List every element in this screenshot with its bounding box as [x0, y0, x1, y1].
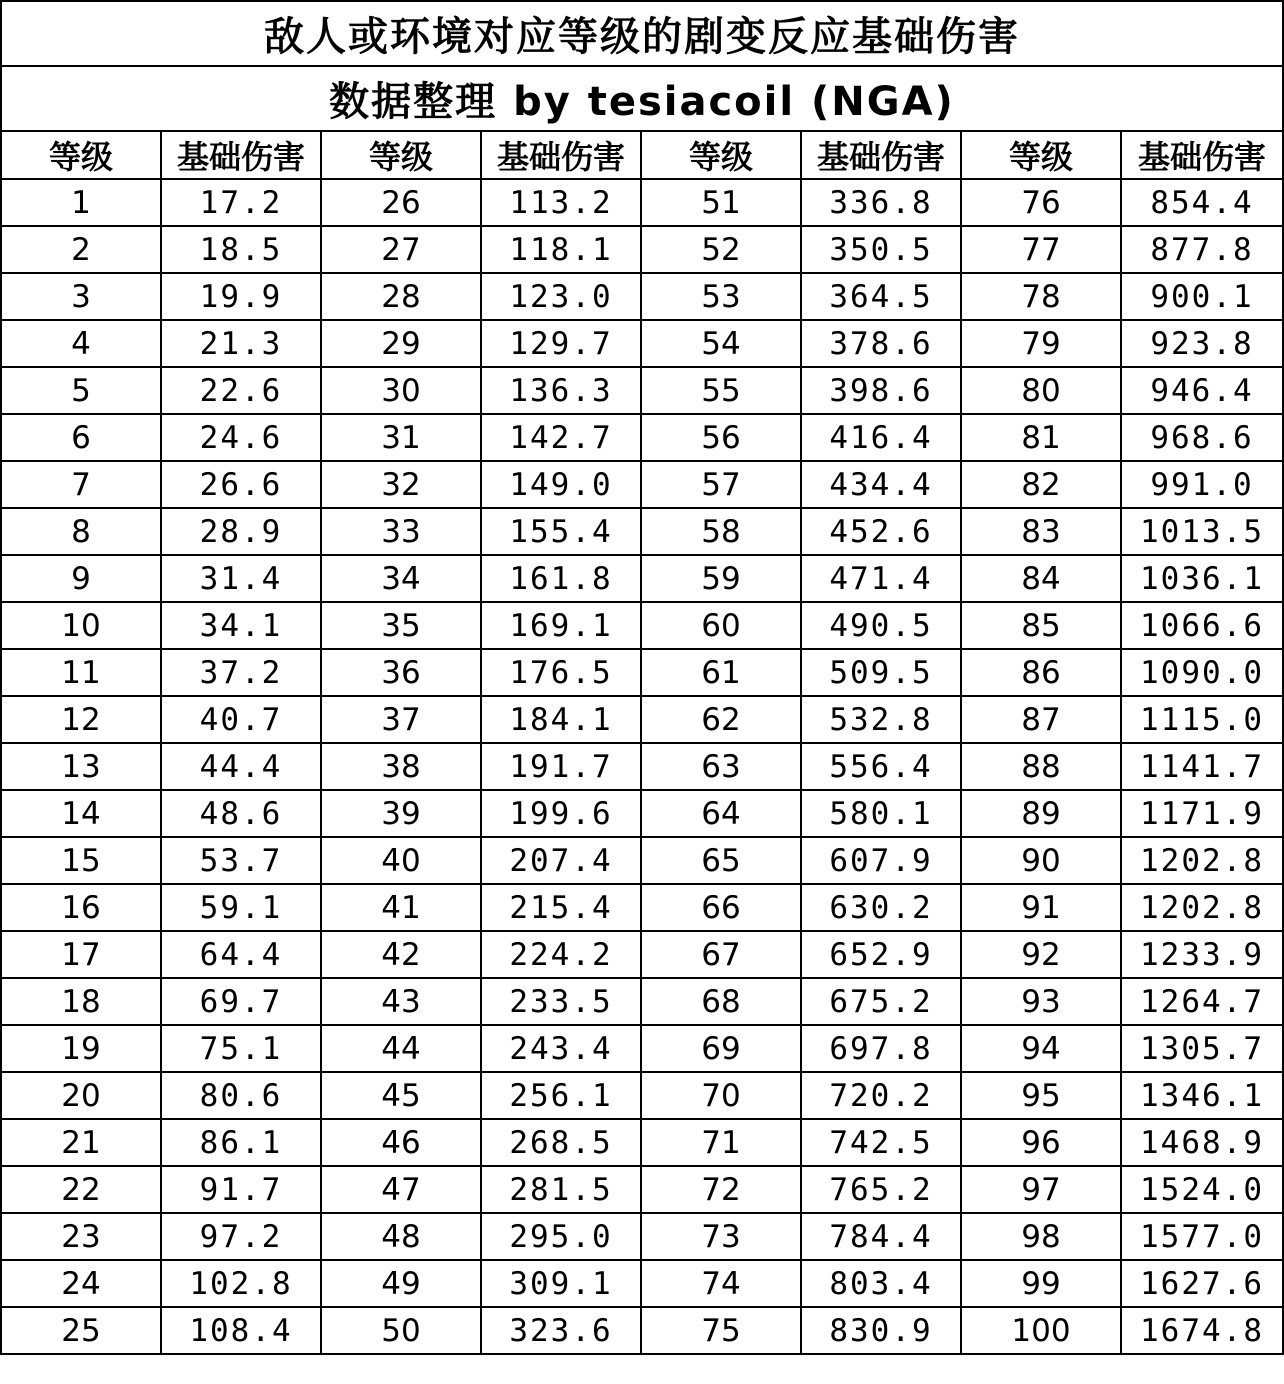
level-cell: 5 — [1, 367, 161, 414]
level-cell: 30 — [321, 367, 481, 414]
base-damage-cell: 1305.7 — [1121, 1025, 1283, 1072]
base-damage-cell: 336.8 — [801, 179, 961, 226]
level-cell: 75 — [641, 1307, 801, 1354]
base-damage-cell: 1141.7 — [1121, 743, 1283, 790]
table-row — [1, 978, 1283, 1025]
base-damage-cell: 136.3 — [481, 367, 641, 414]
header-level: 等级 — [641, 131, 801, 179]
level-cell: 6 — [1, 414, 161, 461]
base-damage-cell: 1627.6 — [1121, 1260, 1283, 1307]
table-row — [1, 1213, 1283, 1260]
level-cell: 92 — [961, 931, 1121, 978]
level-cell: 50 — [321, 1307, 481, 1354]
base-damage-cell: 22.6 — [161, 367, 321, 414]
level-cell: 34 — [321, 555, 481, 602]
level-cell: 35 — [321, 602, 481, 649]
level-cell: 15 — [1, 837, 161, 884]
base-damage-cell: 59.1 — [161, 884, 321, 931]
level-cell: 56 — [641, 414, 801, 461]
base-damage-cell: 350.5 — [801, 226, 961, 273]
base-damage-cell: 923.8 — [1121, 320, 1283, 367]
base-damage-cell: 118.1 — [481, 226, 641, 273]
base-damage-cell: 176.5 — [481, 649, 641, 696]
table-row — [1, 555, 1283, 602]
base-damage-cell: 69.7 — [161, 978, 321, 1025]
table-row — [1, 1307, 1283, 1354]
base-damage-cell: 80.6 — [161, 1072, 321, 1119]
level-cell: 18 — [1, 978, 161, 1025]
table-row — [1, 696, 1283, 743]
base-damage-cell: 34.1 — [161, 602, 321, 649]
base-damage-cell: 64.4 — [161, 931, 321, 978]
level-cell: 64 — [641, 790, 801, 837]
level-cell: 27 — [321, 226, 481, 273]
level-cell: 77 — [961, 226, 1121, 273]
base-damage-cell: 31.4 — [161, 555, 321, 602]
level-cell: 17 — [1, 931, 161, 978]
level-cell: 20 — [1, 1072, 161, 1119]
level-cell: 14 — [1, 790, 161, 837]
level-cell: 78 — [961, 273, 1121, 320]
base-damage-cell: 243.4 — [481, 1025, 641, 1072]
base-damage-cell: 1066.6 — [1121, 602, 1283, 649]
base-damage-cell: 199.6 — [481, 790, 641, 837]
base-damage-cell: 37.2 — [161, 649, 321, 696]
level-cell: 54 — [641, 320, 801, 367]
base-damage-cell: 281.5 — [481, 1166, 641, 1213]
base-damage-cell: 169.1 — [481, 602, 641, 649]
base-damage-cell: 48.6 — [161, 790, 321, 837]
base-damage-cell: 233.5 — [481, 978, 641, 1025]
base-damage-cell: 991.0 — [1121, 461, 1283, 508]
level-cell: 7 — [1, 461, 161, 508]
level-cell: 9 — [1, 555, 161, 602]
base-damage-cell: 40.7 — [161, 696, 321, 743]
level-cell: 12 — [1, 696, 161, 743]
table-title: 敌人或环境对应等级的剧变反应基础伤害 — [1, 1, 1283, 66]
level-cell: 10 — [1, 602, 161, 649]
level-cell: 44 — [321, 1025, 481, 1072]
table-row — [1, 931, 1283, 978]
level-cell: 23 — [1, 1213, 161, 1260]
base-damage-cell: 28.9 — [161, 508, 321, 555]
level-cell: 40 — [321, 837, 481, 884]
level-cell: 4 — [1, 320, 161, 367]
base-damage-cell: 1524.0 — [1121, 1166, 1283, 1213]
level-cell: 95 — [961, 1072, 1121, 1119]
table-row — [1, 179, 1283, 226]
base-damage-cell: 18.5 — [161, 226, 321, 273]
table-row — [1, 602, 1283, 649]
base-damage-cell: 86.1 — [161, 1119, 321, 1166]
base-damage-cell: 215.4 — [481, 884, 641, 931]
base-damage-cell: 607.9 — [801, 837, 961, 884]
base-damage-cell: 968.6 — [1121, 414, 1283, 461]
base-damage-cell: 102.8 — [161, 1260, 321, 1307]
base-damage-cell: 434.4 — [801, 461, 961, 508]
base-damage-cell: 490.5 — [801, 602, 961, 649]
base-damage-cell: 224.2 — [481, 931, 641, 978]
level-cell: 3 — [1, 273, 161, 320]
header-base-damage: 基础伤害 — [481, 131, 641, 179]
level-cell: 51 — [641, 179, 801, 226]
base-damage-cell: 1346.1 — [1121, 1072, 1283, 1119]
table-row — [1, 1119, 1283, 1166]
level-cell: 11 — [1, 649, 161, 696]
level-cell: 22 — [1, 1166, 161, 1213]
table-row — [1, 273, 1283, 320]
table-row — [1, 884, 1283, 931]
level-cell: 90 — [961, 837, 1121, 884]
base-damage-cell: 1468.9 — [1121, 1119, 1283, 1166]
level-cell: 55 — [641, 367, 801, 414]
level-cell: 87 — [961, 696, 1121, 743]
base-damage-cell: 155.4 — [481, 508, 641, 555]
base-damage-cell: 309.1 — [481, 1260, 641, 1307]
level-cell: 82 — [961, 461, 1121, 508]
level-cell: 8 — [1, 508, 161, 555]
level-cell: 24 — [1, 1260, 161, 1307]
level-cell: 58 — [641, 508, 801, 555]
header-base-damage: 基础伤害 — [161, 131, 321, 179]
base-damage-cell: 471.4 — [801, 555, 961, 602]
level-cell: 71 — [641, 1119, 801, 1166]
table-row — [1, 1025, 1283, 1072]
base-damage-cell: 1674.8 — [1121, 1307, 1283, 1354]
header-row — [1, 131, 1283, 179]
table-row — [1, 508, 1283, 555]
base-damage-cell: 697.8 — [801, 1025, 961, 1072]
level-cell: 33 — [321, 508, 481, 555]
level-cell: 43 — [321, 978, 481, 1025]
level-cell: 72 — [641, 1166, 801, 1213]
base-damage-cell: 323.6 — [481, 1307, 641, 1354]
level-cell: 80 — [961, 367, 1121, 414]
base-damage-cell: 26.6 — [161, 461, 321, 508]
base-damage-cell: 21.3 — [161, 320, 321, 367]
base-damage-cell: 364.5 — [801, 273, 961, 320]
base-damage-cell: 675.2 — [801, 978, 961, 1025]
level-cell: 68 — [641, 978, 801, 1025]
base-damage-cell: 17.2 — [161, 179, 321, 226]
level-cell: 96 — [961, 1119, 1121, 1166]
base-damage-cell: 532.8 — [801, 696, 961, 743]
level-cell: 31 — [321, 414, 481, 461]
level-cell: 66 — [641, 884, 801, 931]
base-damage-cell: 765.2 — [801, 1166, 961, 1213]
level-cell: 67 — [641, 931, 801, 978]
table-row — [1, 743, 1283, 790]
base-damage-cell: 44.4 — [161, 743, 321, 790]
level-cell: 48 — [321, 1213, 481, 1260]
level-cell: 98 — [961, 1213, 1121, 1260]
level-cell: 99 — [961, 1260, 1121, 1307]
level-cell: 65 — [641, 837, 801, 884]
base-damage-cell: 580.1 — [801, 790, 961, 837]
base-damage-cell: 720.2 — [801, 1072, 961, 1119]
base-damage-cell: 1577.0 — [1121, 1213, 1283, 1260]
base-damage-cell: 24.6 — [161, 414, 321, 461]
base-damage-cell: 123.0 — [481, 273, 641, 320]
level-cell: 79 — [961, 320, 1121, 367]
table-row — [1, 461, 1283, 508]
level-cell: 85 — [961, 602, 1121, 649]
level-cell: 13 — [1, 743, 161, 790]
level-cell: 19 — [1, 1025, 161, 1072]
table-row — [1, 320, 1283, 367]
base-damage-cell: 129.7 — [481, 320, 641, 367]
level-cell: 76 — [961, 179, 1121, 226]
base-damage-cell: 854.4 — [1121, 179, 1283, 226]
base-damage-cell: 1171.9 — [1121, 790, 1283, 837]
table-row — [1, 367, 1283, 414]
level-cell: 70 — [641, 1072, 801, 1119]
base-damage-cell: 207.4 — [481, 837, 641, 884]
base-damage-cell: 630.2 — [801, 884, 961, 931]
base-damage-cell: 830.9 — [801, 1307, 961, 1354]
level-cell: 25 — [1, 1307, 161, 1354]
table-row — [1, 1072, 1283, 1119]
level-cell: 46 — [321, 1119, 481, 1166]
level-cell: 36 — [321, 649, 481, 696]
base-damage-cell: 556.4 — [801, 743, 961, 790]
level-cell: 41 — [321, 884, 481, 931]
table-subtitle: 数据整理 by tesiacoil (NGA) — [1, 66, 1283, 131]
level-cell: 88 — [961, 743, 1121, 790]
level-cell: 97 — [961, 1166, 1121, 1213]
base-damage-cell: 452.6 — [801, 508, 961, 555]
level-cell: 53 — [641, 273, 801, 320]
base-damage-cell: 946.4 — [1121, 367, 1283, 414]
base-damage-cell: 53.7 — [161, 837, 321, 884]
base-damage-cell: 378.6 — [801, 320, 961, 367]
level-cell: 32 — [321, 461, 481, 508]
level-cell: 45 — [321, 1072, 481, 1119]
level-cell: 81 — [961, 414, 1121, 461]
level-cell: 59 — [641, 555, 801, 602]
level-cell: 61 — [641, 649, 801, 696]
level-cell: 63 — [641, 743, 801, 790]
level-cell: 49 — [321, 1260, 481, 1307]
level-cell: 26 — [321, 179, 481, 226]
level-cell: 39 — [321, 790, 481, 837]
level-cell: 29 — [321, 320, 481, 367]
subtitle-row — [1, 66, 1283, 131]
table-row — [1, 414, 1283, 461]
table-row — [1, 1260, 1283, 1307]
base-damage-cell: 1264.7 — [1121, 978, 1283, 1025]
level-cell: 47 — [321, 1166, 481, 1213]
level-cell: 57 — [641, 461, 801, 508]
base-damage-cell: 19.9 — [161, 273, 321, 320]
level-cell: 89 — [961, 790, 1121, 837]
level-cell: 69 — [641, 1025, 801, 1072]
level-cell: 83 — [961, 508, 1121, 555]
level-cell: 42 — [321, 931, 481, 978]
base-damage-cell: 877.8 — [1121, 226, 1283, 273]
base-damage-cell: 295.0 — [481, 1213, 641, 1260]
base-damage-cell: 97.2 — [161, 1213, 321, 1260]
level-cell: 91 — [961, 884, 1121, 931]
base-damage-cell: 784.4 — [801, 1213, 961, 1260]
header-level: 等级 — [961, 131, 1121, 179]
base-damage-cell: 416.4 — [801, 414, 961, 461]
header-level: 等级 — [321, 131, 481, 179]
table-row — [1, 1166, 1283, 1213]
level-cell: 16 — [1, 884, 161, 931]
base-damage-cell: 1013.5 — [1121, 508, 1283, 555]
base-damage-cell: 1090.0 — [1121, 649, 1283, 696]
base-damage-cell: 509.5 — [801, 649, 961, 696]
base-damage-cell: 1202.8 — [1121, 837, 1283, 884]
base-damage-cell: 75.1 — [161, 1025, 321, 1072]
level-cell: 73 — [641, 1213, 801, 1260]
base-damage-cell: 1036.1 — [1121, 555, 1283, 602]
base-damage-cell: 742.5 — [801, 1119, 961, 1166]
base-damage-cell: 161.8 — [481, 555, 641, 602]
level-cell: 37 — [321, 696, 481, 743]
base-damage-cell: 113.2 — [481, 179, 641, 226]
table-row — [1, 837, 1283, 884]
level-cell: 38 — [321, 743, 481, 790]
base-damage-cell: 142.7 — [481, 414, 641, 461]
base-damage-cell: 91.7 — [161, 1166, 321, 1213]
level-cell: 2 — [1, 226, 161, 273]
base-damage-cell: 1115.0 — [1121, 696, 1283, 743]
level-cell: 28 — [321, 273, 481, 320]
level-cell: 60 — [641, 602, 801, 649]
level-cell: 93 — [961, 978, 1121, 1025]
base-damage-cell: 652.9 — [801, 931, 961, 978]
base-damage-cell: 184.1 — [481, 696, 641, 743]
header-level: 等级 — [1, 131, 161, 179]
table-row — [1, 649, 1283, 696]
base-damage-cell: 256.1 — [481, 1072, 641, 1119]
base-damage-cell: 900.1 — [1121, 273, 1283, 320]
table-row — [1, 226, 1283, 273]
header-base-damage: 基础伤害 — [801, 131, 961, 179]
level-cell: 74 — [641, 1260, 801, 1307]
base-damage-cell: 268.5 — [481, 1119, 641, 1166]
base-damage-cell: 1233.9 — [1121, 931, 1283, 978]
header-base-damage: 基础伤害 — [1121, 131, 1283, 179]
level-cell: 86 — [961, 649, 1121, 696]
base-damage-cell: 398.6 — [801, 367, 961, 414]
table-row — [1, 790, 1283, 837]
level-cell: 1 — [1, 179, 161, 226]
base-damage-cell: 1202.8 — [1121, 884, 1283, 931]
level-cell: 52 — [641, 226, 801, 273]
level-cell: 62 — [641, 696, 801, 743]
base-damage-cell: 149.0 — [481, 461, 641, 508]
base-damage-cell: 108.4 — [161, 1307, 321, 1354]
base-damage-cell: 803.4 — [801, 1260, 961, 1307]
level-cell: 94 — [961, 1025, 1121, 1072]
level-cell: 100 — [961, 1307, 1121, 1354]
base-damage-cell: 191.7 — [481, 743, 641, 790]
level-cell: 84 — [961, 555, 1121, 602]
title-row — [1, 1, 1283, 66]
level-cell: 21 — [1, 1119, 161, 1166]
